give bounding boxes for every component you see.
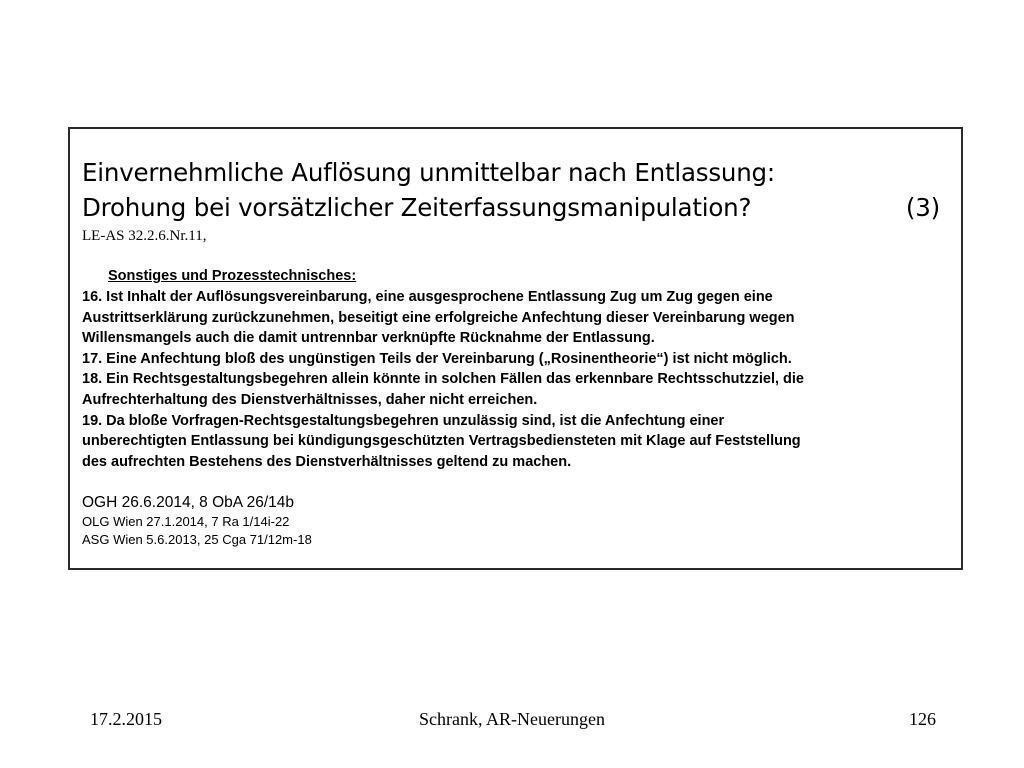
title-number: (3) [905, 193, 940, 222]
body-line: Willensmangels auch die damit untrennbar verknüpfte Rücknahme der Entlassung. [82, 330, 655, 347]
body-text [82, 287, 952, 472]
content-box [68, 127, 963, 570]
title-line-2-text: Drohung bei vorsätzlicher Zeiterfassungsmanipulation? [82, 193, 752, 222]
citations [82, 493, 312, 549]
title-line-2 [82, 190, 940, 225]
section-heading: Sonstiges und Prozesstechnisches: [108, 268, 357, 284]
body-line: unberechtigten Entlassung bei kündigungsgeschützten Vertragsbediensteten mit Klage auf Feststellung [82, 433, 801, 450]
body-line: Austrittserklärung zurückzunehmen, beseitigt eine erfolgreiche Anfechtung dieser Vereinbarung wegen [82, 309, 795, 326]
body-line: des aufrechten Bestehens des Dienstverhältnisses geltend zu machen. [82, 453, 572, 470]
footer-page-number: 126 [909, 709, 936, 729]
footer-author: Schrank, AR-Neuerungen [419, 709, 605, 729]
body-line: 17. Eine Anfechtung bloß des ungünstigen Teils der Vereinbarung („Rosinentheorie“) ist nicht möglich. [82, 350, 792, 367]
citation-asg: ASG Wien 5.6.2013, 25 Cga 71/12m-18 [82, 532, 312, 547]
citation-main: OGH 26.6.2014, 8 ObA 26/14b [82, 494, 294, 511]
body-line: 16. Ist Inhalt der Auflösungsvereinbarung, eine ausgesprochene Entlassung Zug um Zug gegen eine [82, 289, 773, 305]
title-line-1: Einvernehmliche Auflösung unmittelbar nach Entlassung: [82, 158, 775, 187]
citation-olg: OLG Wien 27.1.2014, 7 Ra 1/14i-22 [82, 514, 290, 529]
reference-label: LE-AS 32.2.6.Nr.11, [82, 228, 207, 244]
footer-date: 17.2.2015 [90, 709, 162, 729]
body-line: Aufrechterhaltung des Dienstverhältnisses, daher nicht erreichen. [82, 391, 538, 408]
body-line: 18. Ein Rechtsgestaltungsbegehren allein könnte in solchen Fällen das erkennbare Rechtsschutzziel, die [82, 371, 804, 388]
slide-title [82, 155, 951, 225]
body-line: 19. Da bloße Vorfragen-Rechtsgestaltungsbegehren unzulässig sind, ist die Anfechtung einer [82, 412, 725, 429]
